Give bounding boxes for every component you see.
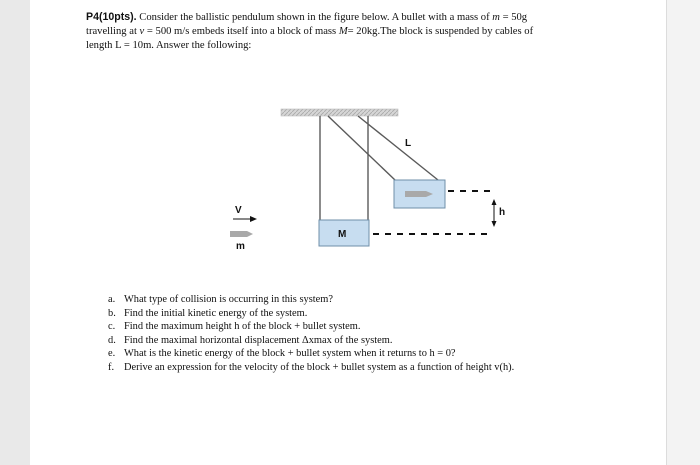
question-text: What type of collision is occurring in this system? [124,294,333,305]
question-letter: a. [108,294,116,305]
height-arrowhead-down [492,221,497,227]
statement-text-1: Consider the ballistic pendulum shown in the figure below. A bullet with a mass of [136,12,493,23]
question-text: What is the kinetic energy of the block + bullet system when it returns to h = 0? [124,348,456,360]
question-letter: f. [108,361,115,373]
question-letter: b. [108,307,116,319]
question-item [108,347,578,361]
question-item [108,334,578,348]
statement-text-4: = 20kg.The block is suspended by cables of length L = 10m. Answer the following: [86,26,534,51]
label-length: L [405,138,412,149]
bullet [230,231,253,237]
label-bullet-mass: m [236,241,245,252]
label-velocity: V [235,205,242,216]
velocity-arrowhead [250,216,257,222]
question-letter: d. [108,334,116,346]
question-text: Find the initial kinetic energy of the system. [124,307,308,319]
question-item [108,307,578,321]
question-text: Find the maximal horizontal displacement Δxmax of the system. [124,334,393,346]
question-item [108,361,578,375]
statement-text-3: = 500 m/s embeds itself into a block of mass [144,26,339,37]
statement-text-2: = 50g travelling at [86,12,528,37]
label-height: h [499,207,506,218]
question-text: Derive an expression for the velocity of the block + bullet system as a function of height v(h). [124,361,515,373]
question-item [108,293,578,307]
question-item [108,320,578,334]
question-text: Find the maximum height h of the block + bullet system. [124,321,361,333]
height-arrowhead-up [492,199,497,205]
var-m: m [492,12,500,23]
question-letter: e. [108,348,116,360]
cable-swing-right [358,116,438,180]
var-v: v [139,26,145,37]
question-letter: c. [108,321,116,333]
problem-title: P4(10pts). [86,11,137,23]
question-list [108,293,578,375]
label-block-mass: M [338,229,347,240]
cable-swing-left [328,116,395,180]
ceiling-support [281,109,398,116]
var-M: M [338,26,348,37]
